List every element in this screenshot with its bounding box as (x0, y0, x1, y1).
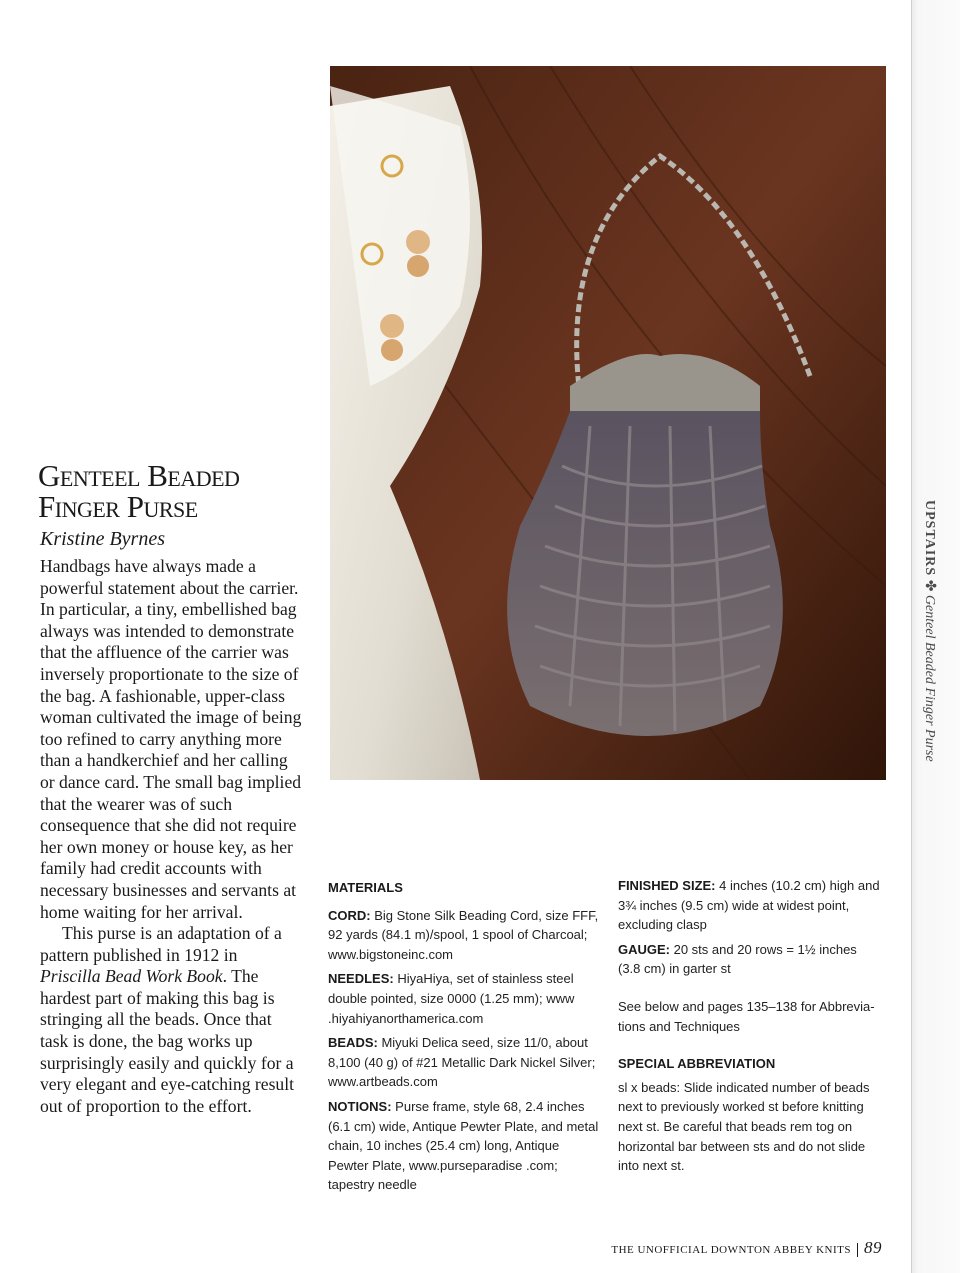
materials-label: NEEDLES: (328, 971, 394, 987)
intro-paragraph-1: Handbags have always made a powerful statement about the carrier. In particular, a tiny, embellished bag always was intended to demonstrate that the affluence of the carrier was inversely proportionate to the size of the bag. A fashionable, upper-class woman cultivated the image of being too refined to carry anything more than a handkerchief and her calling or dance card. The small bag implied that the wearer was of such consequence that she did not require her own money or house key, as her family had credit accounts with necessary businesses and servants at home waiting for her arrival. (40, 556, 302, 922)
gauge (618, 940, 880, 979)
title-line-2: Finger Purse (38, 489, 198, 524)
materials-text: Big Stone Silk Beading Cord, size FFF, 92 yards (84.1 m)/spool, 1 spool of Charcoal; www.bigstoneinc.com (328, 907, 599, 962)
finished-size (618, 876, 880, 935)
footer-book-title: THE UNOFFICIAL DOWNTON ABBEY KNITS (611, 1244, 851, 1256)
abbreviations-note: See below and pages 135–138 for Abbrevia-tions and Techniques (618, 998, 875, 1034)
materials-text: Purse frame, style 68, 2.4 inches (6.1 cm) wide, Antique Pewter Plate, and metal chain, 10 inches (25.4 cm) long, Antique Pewter Plate, www.purseparadise .com; tapestry needle (328, 1098, 599, 1193)
intro-text (40, 556, 302, 1117)
footer-divider (857, 1243, 858, 1257)
special-abbreviation-text: sl x beads: Slide indicated number of beads next to previously worked st before knitting next st. Be careful that beads rem tog on horizontal bar between sts and do not slide into next st. (618, 1079, 870, 1174)
materials-label: CORD: (328, 907, 371, 923)
materials-text: HiyaHiya, set of stainless steel double pointed, size 0000 (1.25 mm); www .hiyahiyanorthamerica.com (328, 971, 575, 1026)
intro-paragraph-2 (40, 923, 302, 1117)
finished-size-label: FINISHED SIZE: (618, 878, 716, 893)
materials-item (328, 906, 600, 965)
title-line-1: Genteel Beaded (38, 458, 240, 493)
article-title (38, 460, 308, 522)
running-sidebar (918, 500, 942, 790)
page-footer (560, 1238, 882, 1258)
materials-label: BEADS: (328, 1035, 378, 1051)
materials-section (328, 878, 600, 1200)
book-title-reference: Priscilla Bead Work Book (40, 966, 223, 987)
author-byline: Kristine Byrnes (40, 528, 165, 550)
page-number: 89 (864, 1238, 882, 1257)
finished-size-text: 4 inches (10.2 cm) high and 3¾ inches (9.5 cm) wide at widest point, excluding clasp (618, 878, 880, 933)
intro-paragraph-2-part-b: . The hardest part of making this bag is stringing all the beads. Once that task is done, the bag works up surprisingly easily and quickly for a very elegant and eye-catching result out of proportion to the effort. (40, 966, 295, 1116)
gauge-text: 20 sts and 20 rows = 1½ inches (3.8 cm) in garter st (618, 941, 857, 977)
specs-section (618, 876, 880, 1181)
sidebar-title: Genteel Beaded Finger Purse (922, 594, 937, 762)
materials-item (328, 1097, 600, 1195)
special-abbreviation-heading: SPECIAL ABBREVIATION (618, 1056, 776, 1072)
materials-text: Miyuki Delica seed, size 11/0, about 8,100 (40 g) of #21 Metallic Dark Nickel Silver; www.artbeads.com (328, 1035, 596, 1090)
materials-item (328, 969, 600, 1028)
gauge-label: GAUGE: (618, 941, 670, 957)
purse-photo (330, 66, 886, 780)
sidebar-section: UPSTAIRS (922, 500, 937, 577)
fleuron-icon: ✤ (922, 579, 937, 592)
intro-paragraph-2-part-a: This purse is an adaptation of a pattern published in 1912 in (40, 923, 282, 965)
materials-label: NOTIONS: (328, 1098, 392, 1114)
materials-heading: MATERIALS (328, 880, 403, 895)
materials-item (328, 1033, 600, 1092)
